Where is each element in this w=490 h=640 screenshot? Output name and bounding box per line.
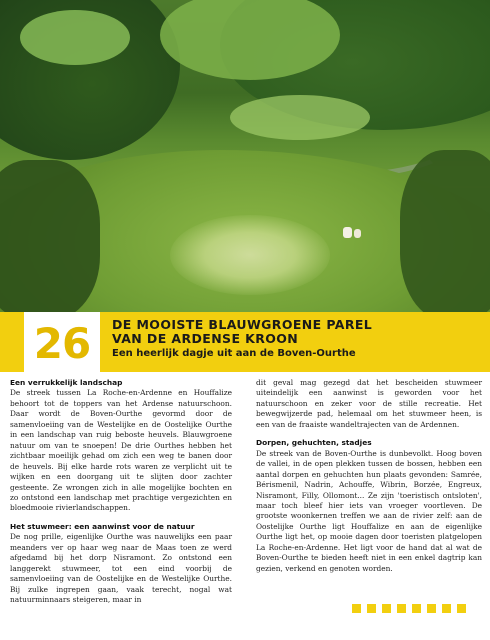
paragraph: De streek tussen La Roche-en-Ardenne en Houffalize behoort tot de toppers van het Ardense natuurschoon. Daar wordt de Boven-Ourthe gevormd door de samenvloeiing van de Westelijke en de Oostelijke Ourthe in een landschap van ruig beboste heuvels. Blauwgroene natuur om van te snoepen! De drie Ourthes hebben het zichtbaar moeilijk gehad om zich een weg te banen door de heuvels. Bij elke harde rots waren ze verplicht uit te wijken en een doorgang uit te slijten door zachter gesteente. Ze wrongen zich in alle mogelijke bochten en zo ontstond een landschap met prachtige vergezichten en bloedmooie rivierlandschappen. <box>10 388 232 513</box>
paragraph: De streek van de Boven-Ourthe is dunbevolkt. Hoog boven de vallei, in de open plekken tussen de bossen, hebben een aantal dorpen en gehuchten hun plaats gevonden: Samrée, Bérismenil, Nadrin, Achouffe, Wibrin, Borzée, Engreux, Nisramont, Filly, Ollomont... Ze zijn 'toeristisch ontsloten', maar toch bleef hier iets van vroeger voortleven. De grootste woonkernen treffen we aan de rivier zelf: aan de Oostelijke Ourthe ligt Houffalize en aan de eigenlijke Ourthe ligt het, op mooie dagen door toeristen platgelopen La Roche-en-Ardenne. Het ligt voor de hand dat al wat de Boven-Ourthe te bieden heeft niet in een enkel dagtrip kan gezien, verkend en genoten worden. <box>256 448 482 573</box>
left-column <box>10 378 232 606</box>
section-heading: Een verrukkelijk landschap <box>10 378 123 387</box>
article-title <box>112 318 482 346</box>
right-column <box>256 378 482 574</box>
section-heading: Dorpen, gehuchten, stadjes <box>256 438 372 448</box>
article-subtitle: Een heerlijk dagje uit aan de Boven-Ourthe <box>112 348 356 359</box>
section-heading: Het stuwmeer: een aanwinst voor de natuur <box>10 521 195 531</box>
paragraph: dit geval mag gezegd dat het bescheiden stuwmeer uiteindelijk een aanwinst is geworden voor het natuurschoon en zeker voor de stille recreatie. Het bewegwijzerde pad, helemaal om het stuwmeer heen, is een van de fraaiste wandeltrajecten van de Ardennen. <box>256 378 482 429</box>
landscape-photo <box>0 0 490 312</box>
paragraph: De nog prille, eigenlijke Ourthe was nauwelijks een paar meanders ver op haar weg naar de Maas toen ze werd afgedamd bij het dorp Nisramont. Zo ontstond een langgerekt stuwmeer, tot een eind voorbij de samenvloeiing van de Oostelijke en de Westelijke Ourthe. Bij zulke ingrepen gaan, vaak terecht, nogal wat natuurminnaars steigeren, maar in <box>10 532 232 605</box>
title-line-2: VAN DE ARDENSE KROON <box>112 331 299 346</box>
decorative-squares <box>352 604 466 613</box>
chapter-number: 26 <box>33 319 91 368</box>
title-line-1: DE MOOISTE BLAUWGROENE PAREL <box>112 317 373 332</box>
